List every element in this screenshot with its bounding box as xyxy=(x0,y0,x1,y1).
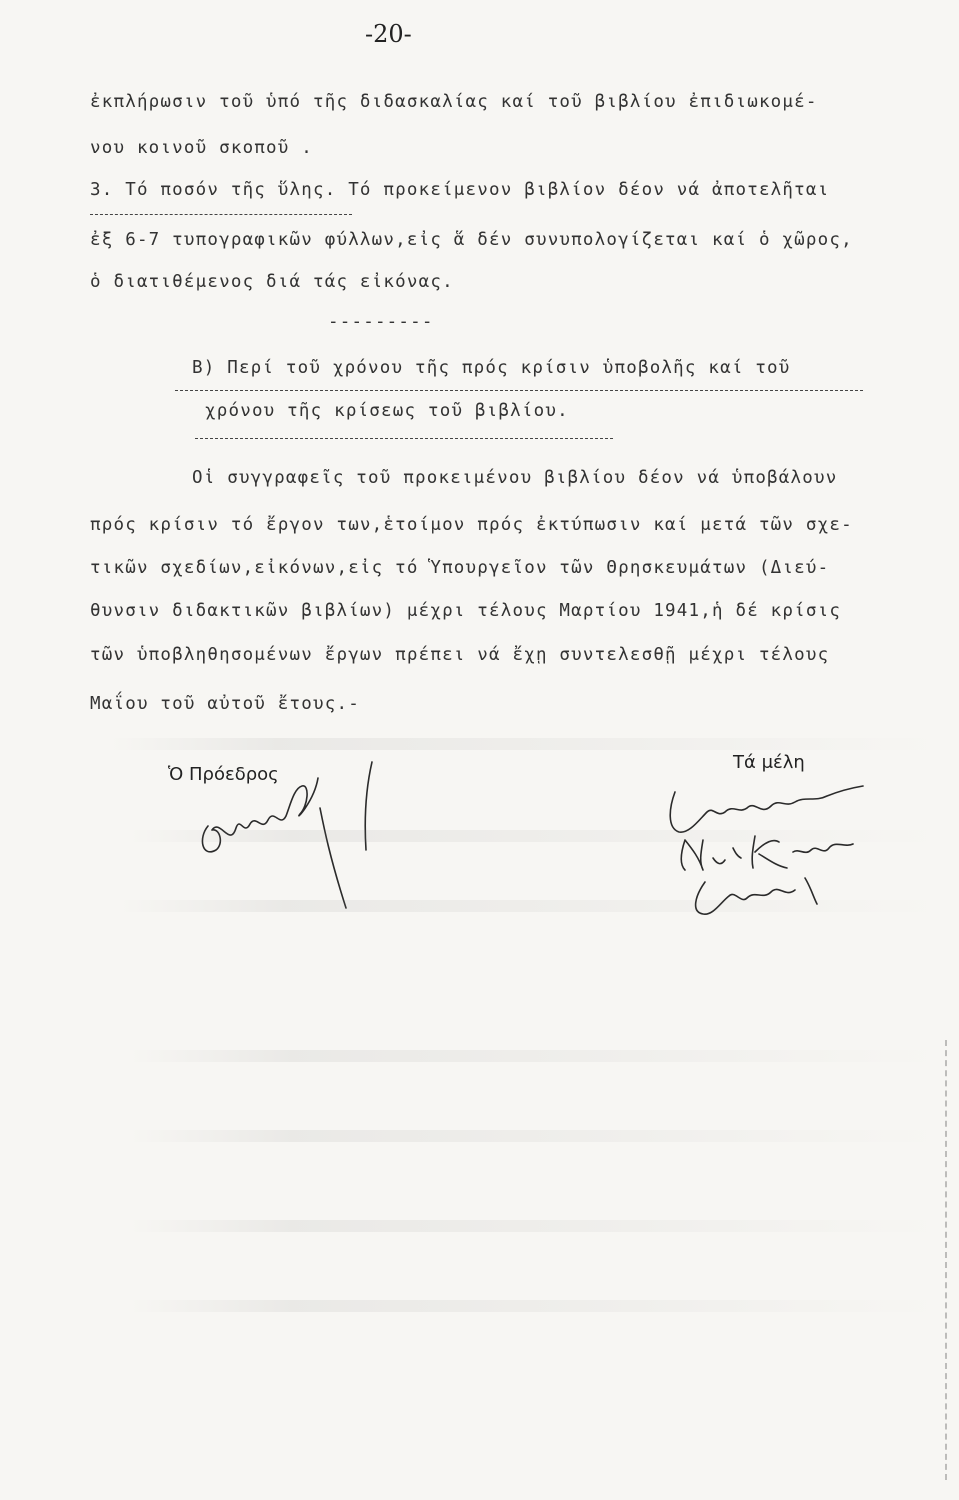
p1-line2: νου κοινοῦ σκοποῦ . xyxy=(90,138,313,158)
p2-line1: 3. Τό ποσόν τῆς ὕλης. Τό προκείμενον βιβλίον δέον νά ἀποτελῆται xyxy=(90,180,830,200)
bleed-through xyxy=(110,738,939,750)
page-edge-marks xyxy=(939,1040,947,1480)
bleed-through xyxy=(130,830,939,842)
p2-underline xyxy=(90,214,352,215)
bleed-through xyxy=(130,1300,939,1312)
section-separator: --------- xyxy=(328,312,434,332)
bleed-through xyxy=(130,1130,939,1142)
section-heading-line1: Β) Περί τοῦ χρόνου τῆς πρός κρίσιν ὑποβολῆς καί τοῦ xyxy=(192,358,791,378)
members-signatures xyxy=(655,778,865,938)
p3-line1: Οἱ συγγραφεῖς τοῦ προκειμένου βιβλίου δέον νά ὑποβάλουν xyxy=(192,468,838,488)
p3-line5: τῶν ὑποβληθησομένων ἔργων πρέπει νά ἔχῃ συντελεσθῇ μέχρι τέλους xyxy=(90,645,830,665)
p2-line3: ὁ διατιθέμενος διά τάς εἰκόνας. xyxy=(90,272,454,292)
p3-line3: τικῶν σχεδίων,εἰκόνων,εἰς τό Ὑπουργεῖον τῶν Θρησκευμάτων (Διεύ- xyxy=(90,558,830,578)
heading-underline-1 xyxy=(175,390,863,391)
heading-underline-2 xyxy=(195,438,613,439)
section-heading-line2: χρόνου τῆς κρίσεως τοῦ βιβλίου. xyxy=(205,401,569,421)
p3-line2: πρός κρίσιν τό ἔργον των,ἑτοίμον πρός ἐκτύπωσιν καί μετά τῶν σχε- xyxy=(90,515,853,535)
p1-line1: ἐκπλήρωσιν τοῦ ὑπό τῆς διδασκαλίας καί τοῦ βιβλίου ἐπιδιωκομέ- xyxy=(90,92,818,112)
bleed-through xyxy=(130,1050,939,1062)
page-number: -20- xyxy=(365,20,412,48)
president-label: Ὁ Πρόεδρος xyxy=(168,764,279,785)
p3-line6: Μαΐου τοῦ αὐτοῦ ἔτους.- xyxy=(90,694,360,714)
members-label: Τά μέλη xyxy=(733,752,805,773)
bleed-through xyxy=(120,900,939,912)
p2-line2: ἐξ 6-7 τυπογραφικῶν φύλλων,εἰς ἅ δέν συνυπολογίζεται καί ὁ χῶρος, xyxy=(90,230,853,250)
p3-line4: θυνσιν διδακτικῶν βιβλίων) μέχρι τέλους Μαρτίου 1941,ἡ δέ κρίσις xyxy=(90,601,842,621)
bleed-through xyxy=(130,1220,939,1232)
